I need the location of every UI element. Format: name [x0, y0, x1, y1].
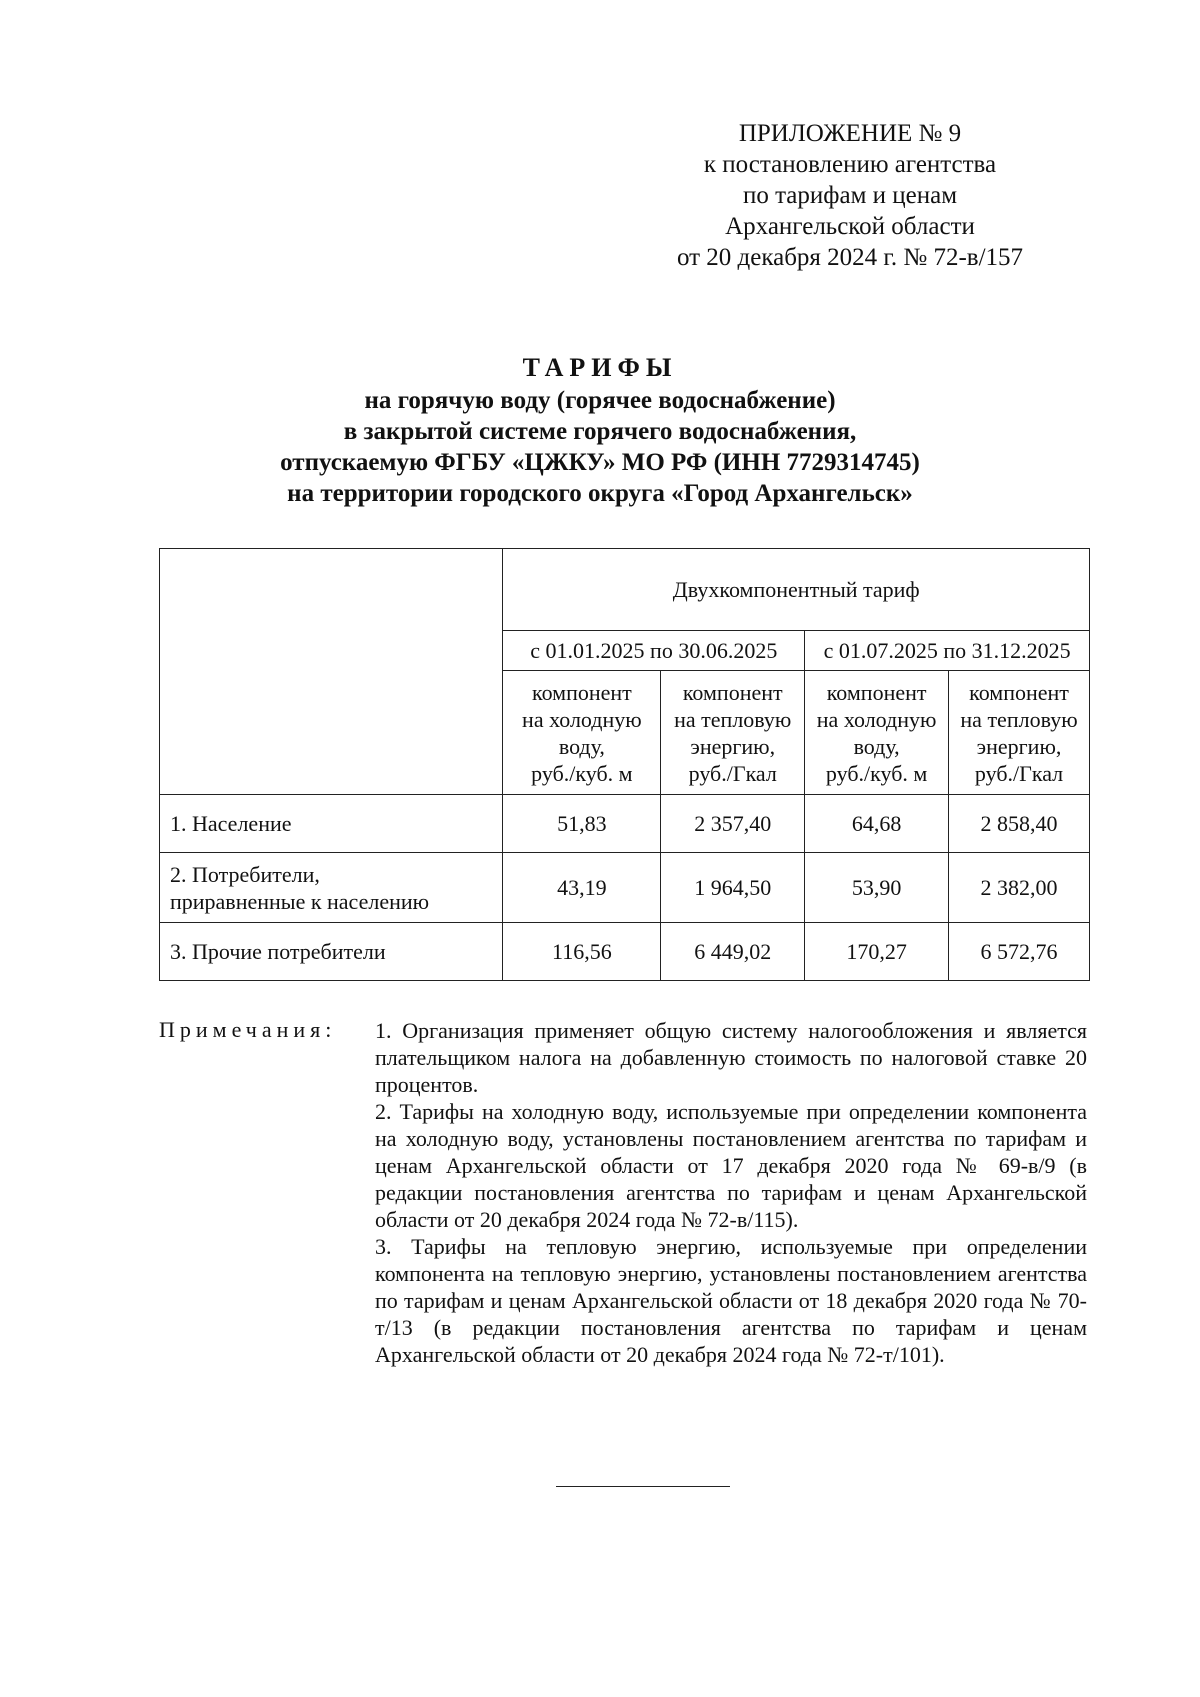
heading-line: на территории городского округа «Город Архангельск»: [287, 480, 913, 507]
component-header-line: руб./Гкал: [688, 760, 777, 786]
table-row: [160, 853, 1090, 923]
component-header-line: энергию,: [690, 733, 776, 759]
table-header-row: [160, 549, 1090, 631]
component-header-line: руб./куб. м: [825, 760, 928, 786]
component-header-cell: [503, 671, 661, 795]
heading-line: отпускаемую ФГБУ «ЦЖКУ» МО РФ (ИНН 7729314745): [280, 449, 920, 476]
component-header-line: энергию,: [976, 733, 1062, 759]
tariff-table: [159, 548, 1090, 981]
empty-corner-cell: [160, 549, 503, 795]
note-item: 2. Тарифы на холодную воду, используемые при определении компонента на холодную воду, установлены постановлением агентства по тарифам и ценам Архангельской области от 17 декабря 2020 года № 69-в/9 (в редакции постановления агентства по тарифам и ценам Архангельской области от 20 декабря 2024 года № 72-в/115).: [375, 1099, 1087, 1232]
component-header-line: компонент: [826, 679, 927, 705]
component-header-line: на тепловую: [674, 706, 792, 732]
appendix-line: Архангельской области: [725, 213, 975, 240]
value-cell: 2 357,40: [661, 795, 805, 853]
appendix-line: ПРИЛОЖЕНИЕ № 9: [738, 120, 962, 147]
value-cell: 2 382,00: [949, 853, 1090, 923]
value-cell: 1 964,50: [661, 853, 805, 923]
note-item: 3. Тарифы на тепловую энергию, используемые при определении компонента на тепловую энергию, установлены постановлением агентства по тарифам и ценам Архангельской области от 18 декабря 2020 года № 70-т/13 (в редакции постановления агентства по тарифам и ценам Архангельской области от 20 декабря 2024 года № 72-т/101).: [375, 1234, 1087, 1367]
note-item: 1. Организация применяет общую систему налогообложения и является плательщиком налога на добавленную стоимость по налоговой ставке 20 процентов.: [375, 1018, 1087, 1097]
group-header-cell: Двухкомпонентный тариф: [503, 549, 1090, 631]
component-header-line: на тепловую: [960, 706, 1078, 732]
value-cell: 53,90: [805, 853, 949, 923]
row-label-cell: [160, 923, 503, 981]
period-cell: с 01.01.2025 по 30.06.2025: [503, 631, 805, 671]
period-cell: с 01.07.2025 по 31.12.2025: [805, 631, 1090, 671]
value-cell: 2 858,40: [949, 795, 1090, 853]
component-header-line: воду,: [558, 733, 605, 759]
component-header-cell: [661, 671, 805, 795]
appendix-line: по тарифам и ценам: [742, 182, 958, 209]
appendix-line: к постановлению агентства: [703, 151, 997, 178]
value-cell: 6 449,02: [661, 923, 805, 981]
component-header-line: руб./Гкал: [974, 760, 1064, 786]
table-row: [160, 923, 1090, 981]
component-header-line: воду,: [853, 733, 900, 759]
component-header-line: на холодную: [816, 706, 937, 732]
heading-line: на горячую воду (горячее водоснабжение): [364, 387, 836, 414]
value-cell: 64,68: [805, 795, 949, 853]
value-cell: 51,83: [503, 795, 661, 853]
document-title: ТАРИФЫ: [522, 353, 678, 382]
row-label-line: приравненные к населению: [170, 888, 430, 914]
component-header-line: компонент: [969, 679, 1069, 705]
value-cell: 6 572,76: [949, 923, 1090, 981]
heading-line: в закрытой системе горячего водоснабжения,: [343, 418, 857, 445]
row-label-line: 3. Прочие потребители: [170, 939, 386, 964]
component-header-line: на холодную: [522, 706, 642, 732]
row-label-line: 2. Потребители,: [170, 861, 320, 887]
row-label-line: 1. Население: [170, 811, 292, 836]
end-separator-line: [556, 1486, 730, 1487]
row-label-cell: [160, 853, 503, 923]
appendix-header: [640, 118, 1060, 273]
value-cell: 43,19: [503, 853, 661, 923]
component-header-cell: [949, 671, 1090, 795]
row-label-cell: [160, 795, 503, 853]
component-header-line: компонент: [532, 679, 632, 705]
notes-label: Примечания:: [159, 1017, 337, 1042]
appendix-line: от 20 декабря 2024 г. № 72-в/157: [676, 244, 1024, 271]
table-row: [160, 795, 1090, 853]
document-heading: [160, 352, 1040, 509]
notes-body: [375, 1017, 1087, 1368]
value-cell: 170,27: [805, 923, 949, 981]
component-header-cell: [805, 671, 949, 795]
value-cell: 116,56: [503, 923, 661, 981]
component-header-line: компонент: [682, 679, 783, 705]
component-header-line: руб./куб. м: [531, 760, 633, 786]
